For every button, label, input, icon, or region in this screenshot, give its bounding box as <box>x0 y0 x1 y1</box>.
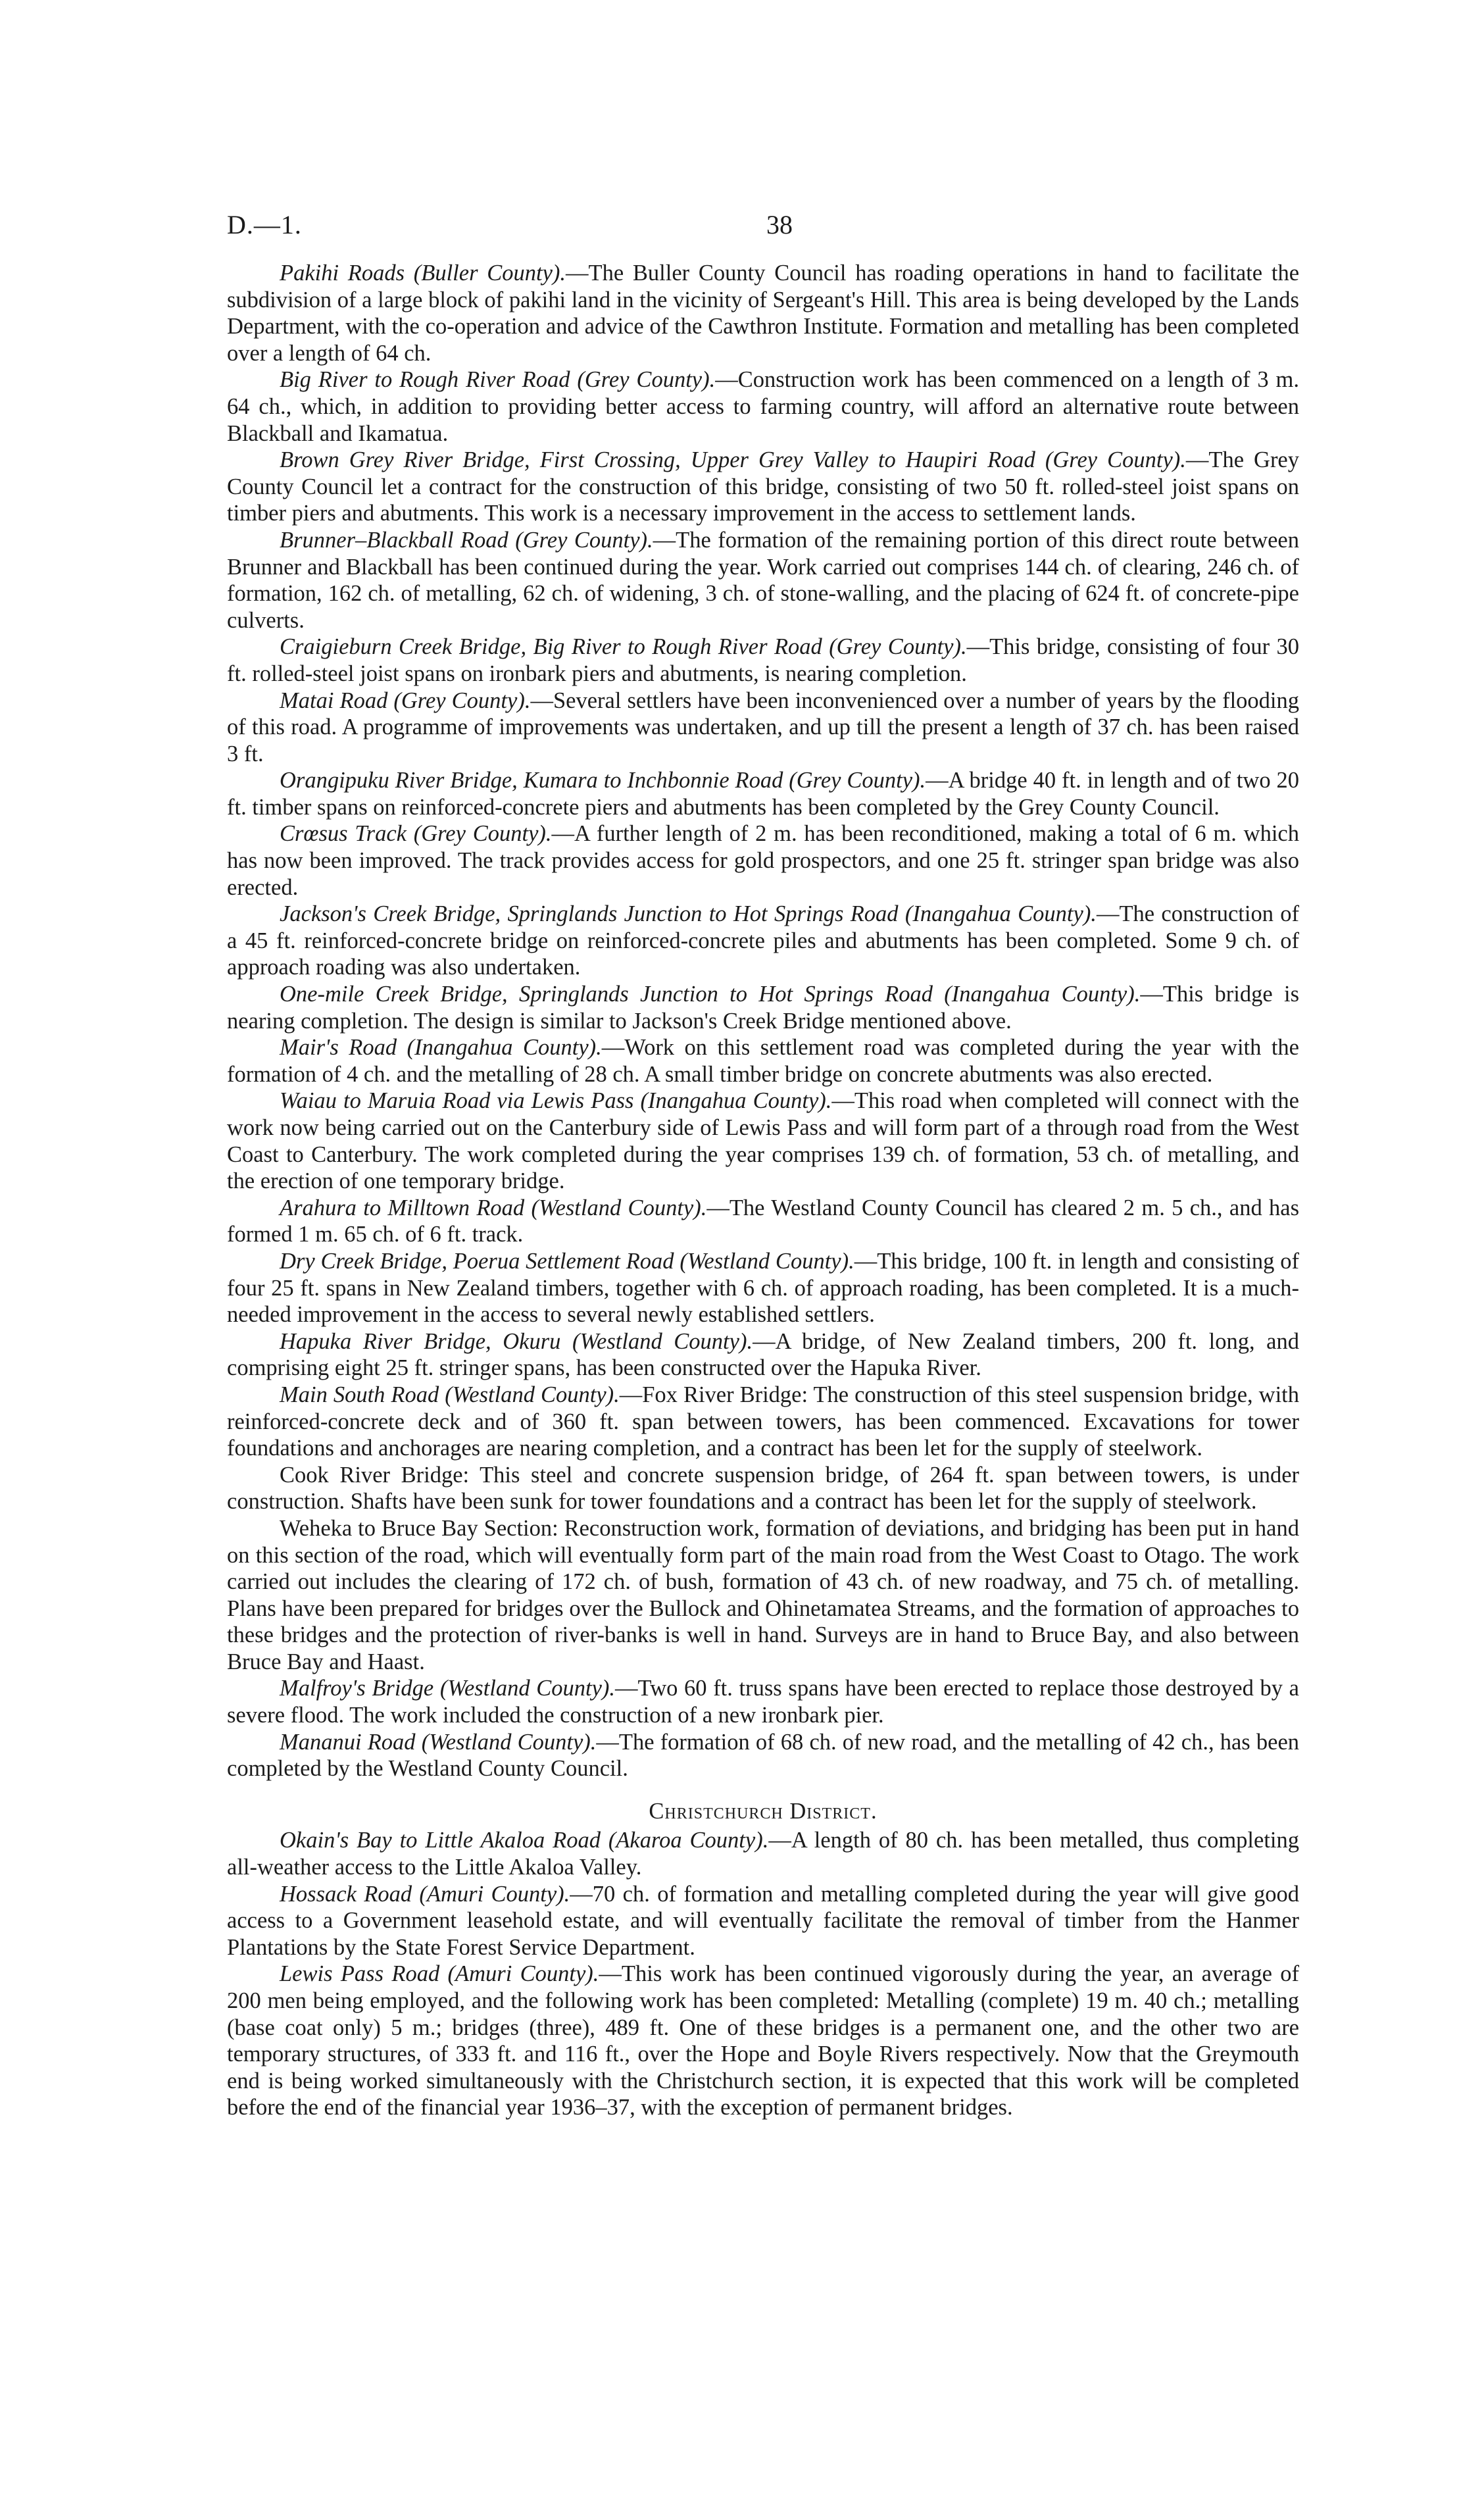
paragraph-text: —This bridge, 100 ft. in length and consisting of four 25 ft. spans in New Zealand timbers, together with 6 ch. of approach roading, has been completed. It is a much-needed improvement in the access to several newly established settlers. <box>227 1248 1299 1328</box>
paragraph <box>227 1328 1299 1382</box>
body-text <box>227 260 1299 2121</box>
paragraph-text: —Fox River Bridge: The construction of this steel suspension bridge, with reinforced-concrete deck and of 360 ft. span between towers, has been commenced. Excavations for tower foundations and anchorages are nearing completion, and a contract has been let for the supply of steelwork. <box>227 1382 1299 1461</box>
paragraph <box>227 1961 1299 2121</box>
paragraph-text: —The formation of the remaining portion of this direct route between Brunner and Blackball has been continued during the year. Work carried out comprises 144 ch. of clearing, 246 ch. of formation, 162 ch. of metalling, 62 ch. of widening, 3 ch. of stone-walling, and the placing of 624 ft. of concrete-pipe culverts. <box>227 527 1299 633</box>
paragraph-heading: Mananui Road (Westland County). <box>280 1729 597 1755</box>
section-heading: Christchurch District. <box>649 1798 878 1824</box>
paragraph-text: —70 ch. of formation and metalling completed during the year will give good access to a Government leasehold estate, and will eventually facilitate the removal of timber from the Hanmer Plantations by the State Forest Service Department. <box>227 1881 1299 1960</box>
paragraph-text: Weheka to Bruce Bay Section: Reconstruction work, formation of deviations, and bridging has been put in hand on this section of the road, which will eventually form part of the main road from the West Coast to Otago. The work carried out includes the clearing of 172 ch. of bush, formation of 43 ch. of new roadway, and 75 ch. of metalling. Plans have been prepared for bridges over the Bullock and Ohinetamatea Streams, and the formation of approaches to these bridges and the protection of river-banks is well in hand. Surveys are in hand to Bruce Bay, and also between Bruce Bay and Haast. <box>227 1515 1299 1674</box>
paragraph-heading: Okain's Bay to Little Akaloa Road (Akaroa County). <box>280 1828 769 1853</box>
paragraph-heading: Lewis Pass Road (Amuri County). <box>280 1961 599 1987</box>
paragraph-heading: Brunner–Blackball Road (Grey County). <box>280 527 653 553</box>
paragraph-text: —A length of 80 ch. has been metalled, thus completing all-weather access to the Little Akaloa Valley. <box>227 1828 1299 1880</box>
paragraph <box>227 1729 1299 1782</box>
paragraph <box>227 1088 1299 1194</box>
paragraph-heading: Orangipuku River Bridge, Kumara to Inchbonnie Road (Grey County). <box>280 768 926 793</box>
paragraph <box>227 1462 1299 1515</box>
paragraph <box>227 260 1299 366</box>
paragraph <box>227 1881 1299 1961</box>
paragraph <box>227 527 1299 634</box>
paragraph-heading: Hossack Road (Amuri County). <box>280 1881 570 1907</box>
paragraph-heading: Main South Road (Westland County). <box>280 1382 620 1407</box>
paragraph <box>227 1034 1299 1088</box>
paragraph <box>227 1515 1299 1676</box>
paragraph <box>227 1382 1299 1462</box>
paragraph <box>227 366 1299 447</box>
paragraph <box>227 1675 1299 1728</box>
paragraph-text: Cook River Bridge: This steel and concrete suspension bridge, of 264 ft. span between towers, is under construction. Shafts have been sunk for tower foundations and a contract has been let for the supply of steelwork. <box>227 1462 1299 1515</box>
paragraph-text: —This work has been continued vigorously during the year, an average of 200 men being employed, and the following work has been completed: Metalling (complete) 19 m. 40 ch.; metalling (base coat only) 5 m.; bridges (three), 489 ft. One of these bridges is a permanent one, and the other two are temporary structures, of 333 ft. and 116 ft., over the Hope and Boyle Rivers respectively. Now that the Greymouth end is being worked simultaneously with the Christchurch section, it is expected that this work will be completed before the end of the financial year 1936–37, with the exception of permanent bridges. <box>227 1961 1299 2120</box>
paragraph-heading: Hapuka River Bridge, Okuru (Westland County). <box>280 1328 753 1354</box>
paragraph-heading: Brown Grey River Bridge, First Crossing, Upper Grey Valley to Haupiri Road (Grey County). <box>280 447 1186 473</box>
paragraph-text: —The Grey County Council let a contract for the construction of this bridge, consisting of two 50 ft. rolled-steel joist spans on timber piers and abutments. This work is a necessary improvement in the access to settlement lands. <box>227 447 1299 526</box>
paragraph <box>227 820 1299 901</box>
paragraph <box>227 901 1299 981</box>
paragraph-text: —Several settlers have been inconvenienced over a number of years by the flooding of this road. A programme of improvements was undertaken, and up till the present a length of 37 ch. has been raised 3 ft. <box>227 688 1299 766</box>
paragraph-text: —A bridge 40 ft. in length and of two 20 ft. timber spans on reinforced-concrete piers and abutments has been completed by the Grey County Council. <box>227 768 1299 820</box>
paragraph-text: —Construction work has been commenced on a length of 3 m. 64 ch., which, in addition to providing better access to farming country, will afford an alternative route between Blackball and Ikamatua. <box>227 367 1299 446</box>
paragraph-text: —This bridge is nearing completion. The design is similar to Jackson's Creek Bridge mentioned above. <box>227 982 1300 1034</box>
paragraph <box>227 447 1299 527</box>
paragraph <box>227 634 1299 687</box>
paragraph-text: —The Buller County Council has roading operations in hand to facilitate the subdivision of a large block of pakihi land in the vicinity of Sergeant's Hill. This area is being developed by the Lands Department, with the co-operation and advice of the Cawthron Institute. Formation and metalling has been completed over a length of 64 ch. <box>227 261 1300 366</box>
document-reference: D.—1. <box>227 210 302 239</box>
paragraph <box>227 1827 1299 1880</box>
paragraph-heading: Jackson's Creek Bridge, Springlands Junction to Hot Springs Road (Inangahua County). <box>280 901 1097 927</box>
paragraph-heading: Waiau to Maruia Road via Lewis Pass (Inangahua County). <box>280 1088 832 1114</box>
paragraph-text: —Work on this settlement road was completed during the year with the formation of 4 ch. and the metalling of 28 ch. A small timber bridge on concrete abutments was also erected. <box>227 1035 1299 1087</box>
paragraph-text: —The construction of a 45 ft. reinforced-concrete bridge on reinforced-concrete piles and abutments has been completed. Some 9 ch. of approach roading was also undertaken. <box>227 901 1300 980</box>
paragraphs-before-section <box>227 260 1299 1782</box>
paragraph-text: —A bridge, of New Zealand timbers, 200 ft. long, and comprising eight 25 ft. stringer spans, has been constructed over the Hapuka River. <box>227 1328 1299 1381</box>
paragraph <box>227 1195 1299 1248</box>
paragraph-heading: Crœsus Track (Grey County). <box>280 821 552 847</box>
paragraph <box>227 767 1299 820</box>
paragraph-heading: Arahura to Milltown Road (Westland County). <box>280 1195 707 1220</box>
paragraph-text: —A further length of 2 m. has been reconditioned, making a total of 6 m. which has now been improved. The track provides access for gold prospectors, and one 25 ft. stringer span bridge was also erected. <box>227 821 1299 900</box>
paragraph-heading: Matai Road (Grey County). <box>280 688 531 713</box>
paragraph-text: —The Westland County Council has cleared 2 m. 5 ch., and has formed 1 m. 65 ch. of 6 ft. track. <box>227 1195 1300 1247</box>
paragraph-heading: Dry Creek Bridge, Poerua Settlement Road (Westland County). <box>280 1248 854 1274</box>
paragraph <box>227 688 1299 768</box>
paragraph-heading: Craigieburn Creek Bridge, Big River to Rough River Road (Grey County). <box>280 634 967 660</box>
paragraph <box>227 981 1299 1034</box>
paragraph <box>227 1248 1299 1328</box>
paragraph-text: —This bridge, consisting of four 30 ft. rolled-steel joist spans on ironbark piers and abutments, is nearing completion. <box>227 634 1300 686</box>
paragraphs-after-section <box>227 1827 1299 2121</box>
paragraph-text: —Two 60 ft. truss spans have been erected to replace those destroyed by a severe flood. The work included the construction of a new ironbark pier. <box>227 1676 1299 1728</box>
paragraph-heading: Malfroy's Bridge (Westland County). <box>280 1676 616 1701</box>
paragraph-text: —This road when completed will connect with the work now being carried out on the Canterbury side of Lewis Pass and will form part of a through road from the West Coast to Canterbury. The work completed during the year comprises 139 ch. of formation, 53 ch. of metalling, and the erection of one temporary bridge. <box>227 1088 1299 1194</box>
page-header <box>227 209 1299 249</box>
page-number: 38 <box>766 210 793 239</box>
paragraph-text: —The formation of 68 ch. of new road, and the metalling of 42 ch., has been completed by the Westland County Council. <box>227 1729 1300 1782</box>
paragraph-heading: Big River to Rough River Road (Grey County). <box>280 367 716 393</box>
paragraph-heading: One-mile Creek Bridge, Springlands Junction to Hot Springs Road (Inangahua County). <box>280 982 1141 1007</box>
paragraph-heading: Mair's Road (Inangahua County). <box>280 1035 602 1061</box>
paragraph-heading: Pakihi Roads (Buller County). <box>280 261 566 286</box>
